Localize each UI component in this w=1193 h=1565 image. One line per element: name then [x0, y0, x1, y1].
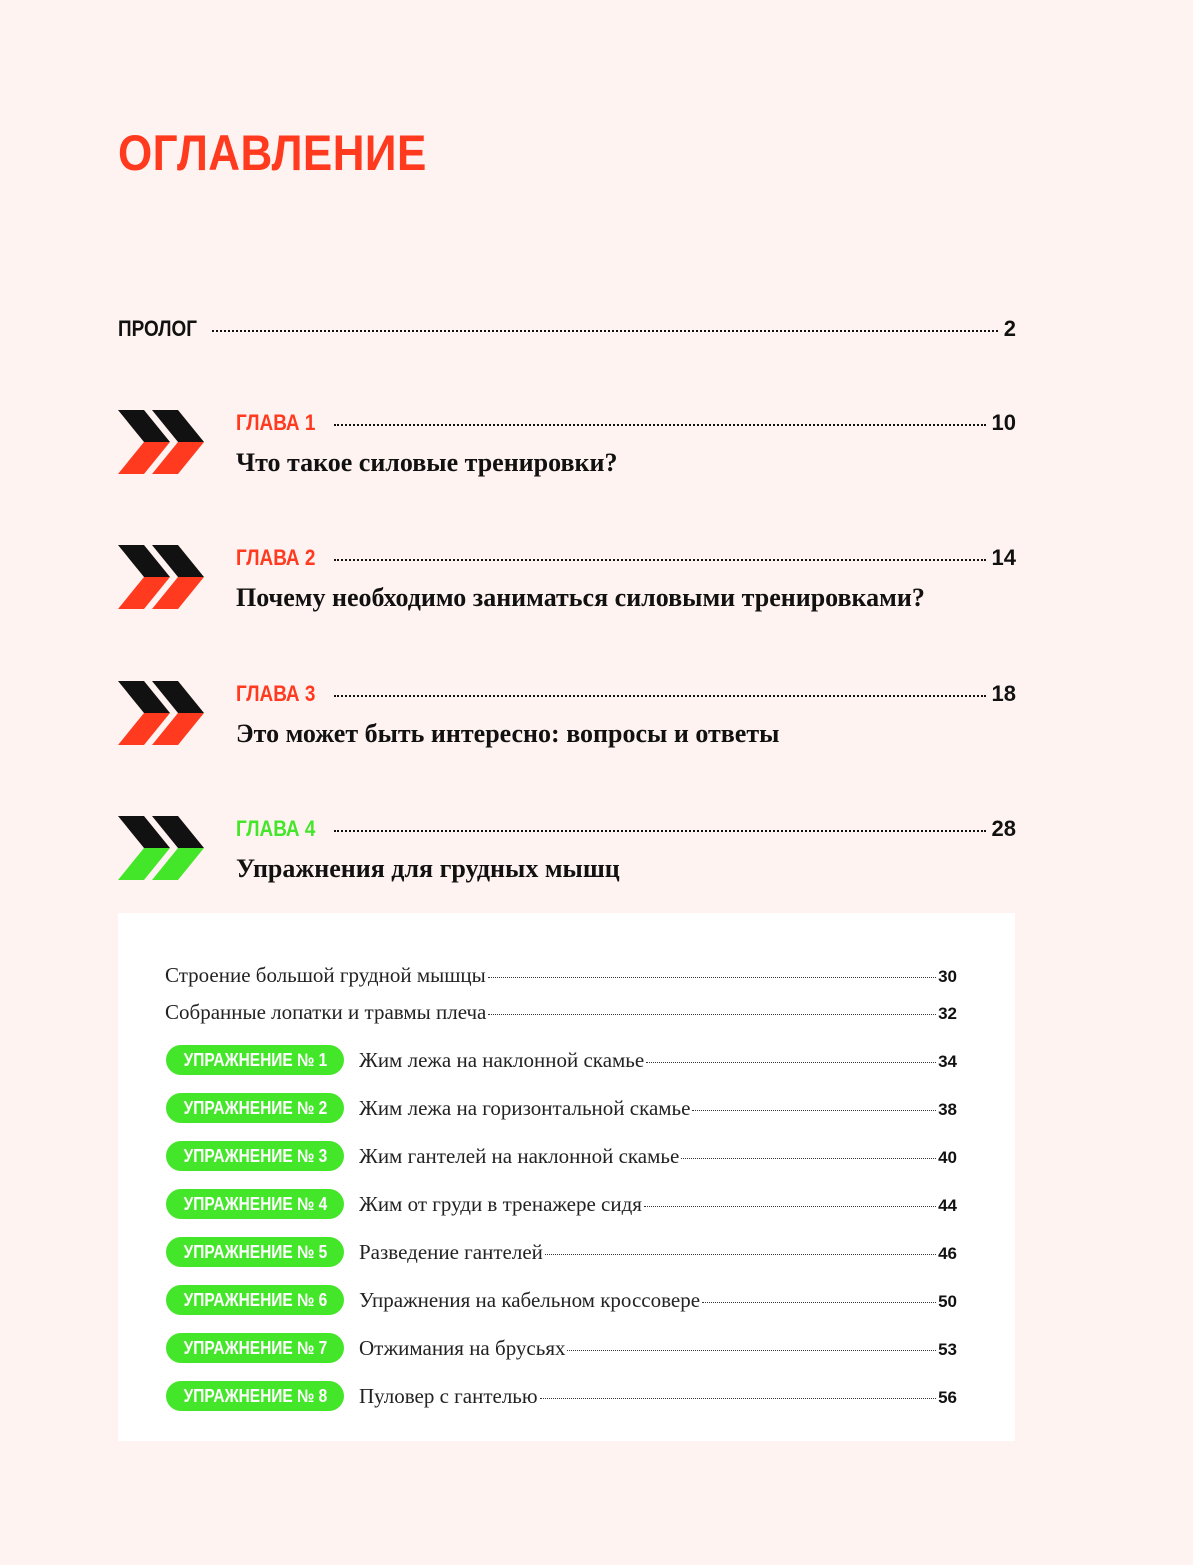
page-number: 30: [938, 967, 957, 986]
dot-leader: [646, 1062, 936, 1063]
toc-prologue[interactable]: [118, 316, 1016, 342]
dot-leader: [681, 1158, 936, 1159]
toc-exercise-6[interactable]: [166, 1285, 957, 1315]
page-title: ОГЛАВЛЕНИЕ: [118, 125, 427, 181]
exercise-title: Жим от груди в тренажере сидя: [359, 1191, 642, 1216]
page-number: 50: [938, 1291, 957, 1311]
exercise-title: Жим лежа на наклонной скамье: [359, 1047, 645, 1072]
dot-leader: [488, 1014, 936, 1015]
exercise-title: Жим лежа на горизонтальной скамье: [359, 1095, 691, 1120]
dot-leader: [702, 1302, 936, 1303]
page-number: 2: [1003, 316, 1016, 341]
dot-leader: [540, 1398, 937, 1399]
chapter-label: ГЛАВА 3: [236, 681, 316, 706]
dot-leader: [567, 1350, 936, 1351]
exercise-title: Разведение гантелей: [359, 1239, 543, 1264]
toc-chapter-3[interactable]: [118, 681, 1016, 761]
dot-leader: [334, 830, 986, 832]
toc-exercise-5[interactable]: [166, 1237, 957, 1267]
exercise-title: Отжимания на брусьях: [359, 1335, 566, 1360]
exercise-badge: УПРАЖНЕНИЕ № 8: [166, 1381, 344, 1411]
toc-section[interactable]: [165, 963, 957, 988]
dot-leader: [545, 1254, 936, 1255]
exercise-badge: УПРАЖНЕНИЕ № 3: [166, 1141, 344, 1171]
exercise-title: Упражнения на кабельном кроссовере: [359, 1287, 701, 1312]
page-number: 18: [991, 681, 1016, 706]
toc-exercise-4[interactable]: [166, 1189, 957, 1219]
toc-exercise-1[interactable]: [166, 1045, 957, 1075]
page-number: 38: [938, 1099, 957, 1119]
toc-exercise-3[interactable]: [166, 1141, 957, 1171]
chapter-label: ГЛАВА 1: [236, 410, 316, 435]
chapter-title: Это может быть интересно: вопросы и ответы: [236, 719, 780, 748]
exercise-badge: УПРАЖНЕНИЕ № 2: [166, 1093, 344, 1123]
dot-leader: [644, 1206, 936, 1207]
page-number: 10: [991, 410, 1016, 435]
exercise-badge: УПРАЖНЕНИЕ № 7: [166, 1333, 344, 1363]
exercise-badge: УПРАЖНЕНИЕ № 5: [166, 1237, 344, 1267]
exercise-title: Жим гантелей на наклонной скамье: [359, 1143, 680, 1168]
chevron-icon: [118, 410, 212, 474]
toc-chapter-1[interactable]: [118, 410, 1016, 490]
exercise-badge: УПРАЖНЕНИЕ № 1: [166, 1045, 344, 1075]
exercise-badge: УПРАЖНЕНИЕ № 4: [166, 1189, 344, 1219]
page-number: 46: [938, 1243, 957, 1263]
chevron-icon: [118, 681, 212, 745]
toc-chapter-2[interactable]: [118, 545, 1016, 625]
page-number: 32: [938, 1004, 957, 1023]
chapter-title: Почему необходимо заниматься силовыми тренировками?: [236, 583, 925, 612]
exercise-badge: УПРАЖНЕНИЕ № 6: [166, 1285, 344, 1315]
chapter-4-contents-panel: [118, 913, 1015, 1441]
page-number: 28: [991, 816, 1016, 841]
chapter-title: Упражнения для грудных мышц: [236, 854, 620, 883]
page-number: 14: [991, 545, 1016, 570]
dot-leader: [334, 695, 986, 697]
section-title: Строение большой грудной мышцы: [165, 963, 486, 987]
dot-leader: [334, 424, 986, 426]
section-title: Собранные лопатки и травмы плеча: [165, 1000, 487, 1024]
chapter-label: ГЛАВА 2: [236, 545, 316, 570]
chevron-icon: [118, 816, 212, 880]
dot-leader: [334, 559, 986, 561]
dot-leader: [212, 330, 998, 332]
toc-section[interactable]: [165, 1000, 957, 1025]
dot-leader: [692, 1110, 936, 1111]
page-number: 53: [938, 1339, 957, 1359]
toc-exercise-8[interactable]: [166, 1381, 957, 1411]
toc-exercise-7[interactable]: [166, 1333, 957, 1363]
page-number: 56: [938, 1387, 957, 1407]
page-number: 34: [938, 1051, 957, 1071]
toc-chapter-4[interactable]: [118, 816, 1016, 896]
page-number: 44: [938, 1195, 957, 1215]
prologue-label: ПРОЛОГ: [118, 316, 197, 341]
exercise-title: Пуловер с гантелью: [359, 1383, 538, 1408]
dot-leader: [488, 977, 936, 978]
chapter-title: Что такое силовые тренировки?: [236, 448, 618, 477]
chapter-label: ГЛАВА 4: [236, 816, 316, 841]
page-number: 40: [938, 1147, 957, 1167]
chevron-icon: [118, 545, 212, 609]
toc-exercise-2[interactable]: [166, 1093, 957, 1123]
